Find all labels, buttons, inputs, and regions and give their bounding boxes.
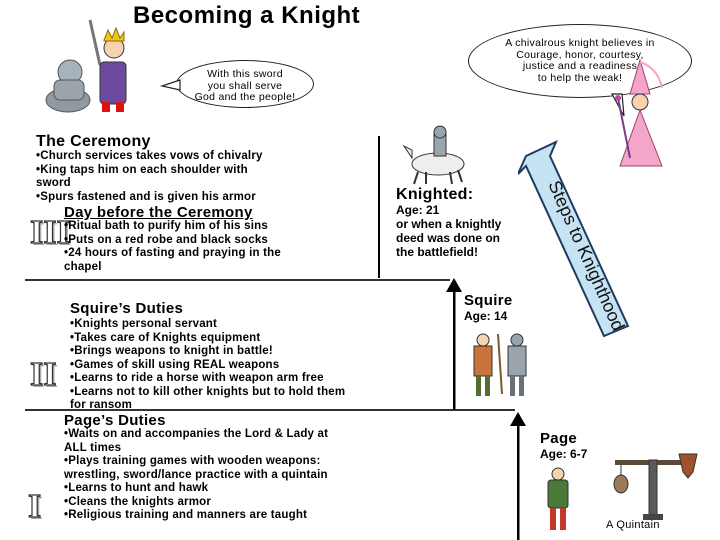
speech-tail [160,78,182,92]
day-before-list [64,220,281,274]
list-item: •Puts on a red robe and black socks [64,233,269,246]
list-item: •Plays training games with wooden weapons: [64,455,321,467]
list-item: •Waits on and accompanies the Lord & Lady at [64,428,329,440]
speech-line: God and the people! [194,91,296,103]
page-age: Age: 6-7 [540,447,588,461]
speech-line: you shall serve [207,79,283,92]
up-arrow-icon [446,278,462,410]
page-boy-illustration [540,466,576,534]
list-item: •Spurs fastened and is given his armor [36,190,256,203]
ceremony-list [36,150,263,204]
king-speech-bubble [176,60,314,108]
king-knighting-illustration [40,10,140,115]
knighted-text [396,203,501,259]
quintain-caption: A Quintain [606,519,660,531]
roman-numeral-three: III [30,214,70,251]
list-item: ALL times [64,441,122,454]
list-item: •Takes care of Knights equipment [70,331,261,344]
page-title: Becoming a Knight [133,2,361,29]
squire-duties-list [70,318,345,413]
list-item: •Church services takes vows of chivalry [36,150,263,162]
shield-icon [679,454,697,478]
page-heading: Page [540,430,578,447]
squire-heading: Squire [464,292,513,309]
list-item: •Ritual bath to purify him of his sins [64,220,268,232]
list-item: •Games of skill using REAL weapons [70,358,280,371]
squire-duties-heading: Squire’s Duties [70,300,184,317]
list-item: •Religious training and manners are taught [64,509,308,521]
section-divider [25,279,450,281]
speech-line: With this sword [207,68,283,80]
knighted-line: the battlefield! [396,245,479,259]
speech-line: justice and a readiness [522,60,638,72]
steps-label: Steps to Knighthood [544,177,629,334]
knighted-heading: Knighted: [396,186,474,203]
knighted-line: or when a knightly [396,217,502,231]
quintain-illustration [605,448,700,522]
page-duties-heading: Page’s Duties [64,412,166,429]
list-item: •Cleans the knights armor [64,495,212,508]
ceremony-heading: The Ceremony [36,133,151,150]
knighted-line: Age: 21 [396,203,440,217]
mounted-knight-illustration [398,124,478,186]
up-arrow-icon [510,412,526,540]
steps-arrow [518,138,648,338]
list-item: sword [36,177,71,189]
list-item: chapel [64,260,102,273]
list-item: wrestling, sword/lance practice with a quintain [64,468,328,481]
roman-numeral-one: I [28,488,42,525]
page-duties-list [64,428,328,523]
roman-numeral-two: II [30,356,57,393]
sword [90,20,100,65]
king-robe [100,62,126,104]
list-item: •Learns to hunt and hawk [64,482,209,494]
speech-line: A chivalrous knight believes in [505,37,655,49]
list-item: •Learns to ride a horse with weapon arm free [70,372,324,384]
sandbag [614,475,628,493]
list-item: •24 hours of fasting and praying in the [64,247,281,259]
speech-line: to help the weak! [537,71,623,84]
list-item: •Learns not to kill other knights but to hold them [70,385,346,398]
list-item: •Knights personal servant [70,318,218,330]
list-item: •Brings weapons to knight in battle! [70,345,273,357]
speech-line: Courage, honor, courtesy, [516,48,644,61]
crown-icon [104,28,124,41]
list-item: •King taps him on each shoulder with [36,163,248,176]
list-item: for ransom [70,399,133,411]
day-before-heading: Day before the Ceremony [64,204,253,221]
knighted-line: deed was done on [396,231,501,245]
column-divider [378,136,380,278]
squire-illustration [468,330,538,400]
squire-age: Age: 14 [464,309,508,323]
